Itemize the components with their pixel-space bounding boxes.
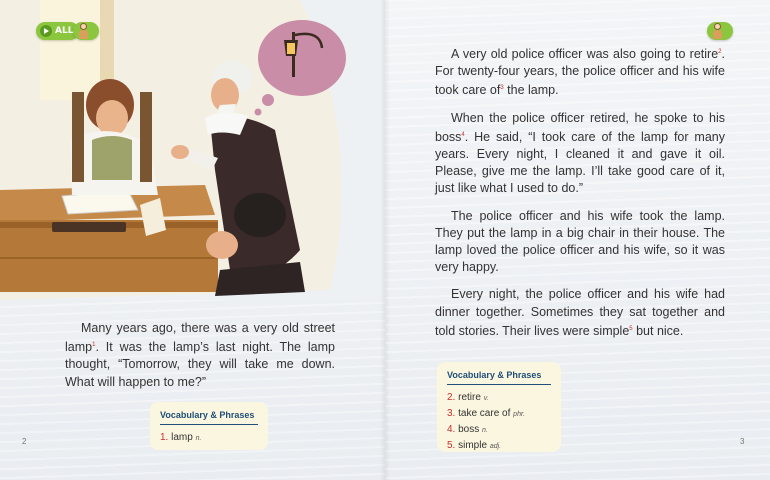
left-story-text [65,320,335,401]
character-icon [78,23,88,39]
story-paragraph: Every night, the police officer and his wife had dinner together. Sometimes they sat together and told stories. Their lives were simple$^5$ but nice. [435,287,725,338]
book-gutter [380,0,390,480]
vocab-item: 2. retire v. [447,392,489,403]
vocabulary-title: Vocabulary & Phrases [447,370,551,385]
story-paragraph: Many years ago, there was a very old street lamp$^1$. It was the lamp’s last night. The lamp thought, “Tomorrow, they will take me down. What will happen to me?” [65,321,335,389]
character-badge[interactable] [707,22,733,40]
vocab-item: 1. lamp n. [160,432,202,443]
story-illustration [0,0,385,300]
vocabulary-box [150,402,268,450]
story-paragraph: The police officer and his wife took the lamp. They put the lamp in a big chair in their house. The lamp loved the police officer and his wife, so it was very happy. [435,208,725,275]
vocab-item: 5. simple adj. [447,440,502,451]
right-story-text [435,44,725,350]
story-paragraph: When the police officer retired, he spoke to his boss$^4$. He said, “I took care of the lamp for many years. Every night, I cleaned it and gave it oil. Please, give me the lamp. I’ll take good care of it, just like what I used to do.” [435,110,725,196]
character-badge[interactable] [73,22,99,40]
page-number: 2 [22,437,27,446]
vocabulary-box [437,362,561,452]
vocab-item: 3. take care of phr. [447,408,525,419]
character-icon [712,23,722,39]
page-number: 3 [740,437,745,446]
vocabulary-title: Vocabulary & Phrases [160,410,258,425]
play-icon [40,25,52,37]
illustration-svg [0,0,385,300]
story-paragraph: A very old police officer was also going to retire$^2$. For twenty-four years, the police officer and his wife took care $of^3$ the lamp. [435,47,725,98]
play-all-label: ALL [55,26,74,36]
vocab-item: 4. boss n. [447,424,488,435]
right-page [385,0,770,480]
